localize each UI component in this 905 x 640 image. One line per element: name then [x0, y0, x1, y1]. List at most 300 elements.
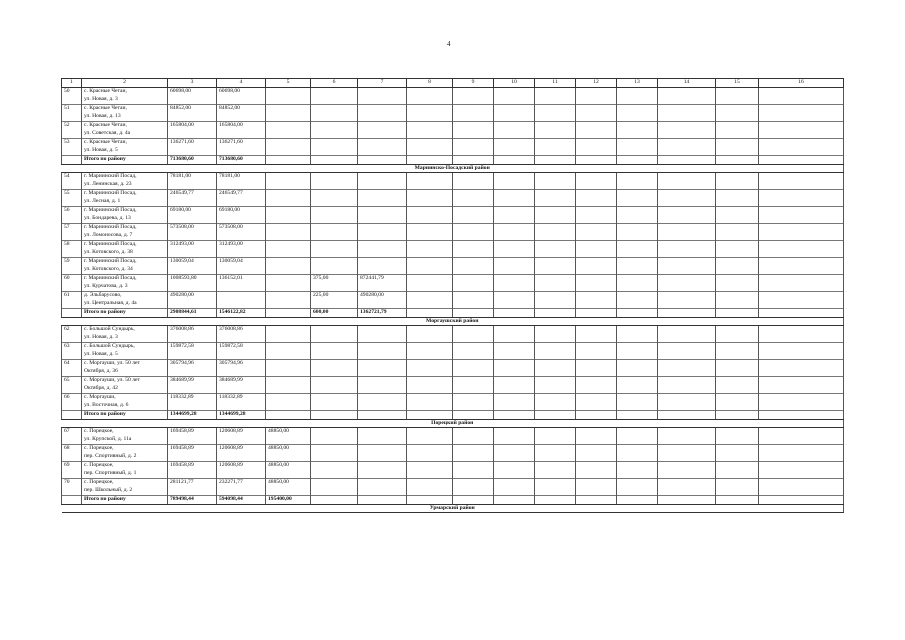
empty-cell [576, 215, 617, 224]
empty-cell [311, 266, 358, 275]
empty-cell [407, 326, 453, 335]
table-row-continued [62, 96, 844, 105]
amount-col6 [311, 207, 358, 216]
amount-total: 1008593,80 [168, 275, 217, 284]
empty-cell [576, 139, 617, 148]
amount-col4: 376008,86 [217, 326, 266, 335]
total-col6: 600,00 [311, 309, 358, 318]
amount-col7 [358, 173, 407, 182]
empty-cell [535, 147, 576, 156]
amount-col5 [266, 207, 311, 216]
empty-cell [716, 249, 759, 258]
empty-cell [407, 351, 453, 360]
empty-cell [266, 283, 311, 292]
empty-cell [407, 479, 453, 488]
empty-cell [453, 402, 494, 411]
empty-cell [576, 249, 617, 258]
empty-cell [759, 436, 844, 445]
empty-cell [716, 402, 759, 411]
empty-cell [217, 198, 266, 207]
empty-cell [535, 258, 576, 267]
empty-cell [62, 309, 82, 318]
empty-cell [759, 173, 844, 182]
empty-cell [168, 181, 217, 190]
row-number: 52 [62, 122, 82, 131]
address-line: с. Моргауши, [82, 394, 168, 403]
amount-col6 [311, 88, 358, 97]
empty-cell [494, 368, 535, 377]
empty-cell [617, 224, 658, 233]
empty-cell [407, 266, 453, 275]
table-row [62, 275, 844, 284]
amount-col7 [358, 207, 407, 216]
amount-col4: 165804,00 [217, 122, 266, 131]
empty-cell [658, 343, 716, 352]
empty-cell [217, 487, 266, 496]
empty-cell [535, 453, 576, 462]
empty-cell [658, 283, 716, 292]
amount-col6 [311, 394, 358, 403]
empty-cell [716, 232, 759, 241]
empty-cell [311, 453, 358, 462]
empty-cell [617, 470, 658, 479]
empty-cell [358, 402, 407, 411]
address-line: ул. Восточная, д. 6 [82, 402, 168, 411]
empty-cell [658, 377, 716, 386]
empty-cell [535, 96, 576, 105]
empty-cell [716, 300, 759, 309]
amount-col7 [358, 88, 407, 97]
empty-cell [266, 232, 311, 241]
amount-total: 159872,58 [168, 343, 217, 352]
empty-cell [494, 411, 535, 420]
amount-col6 [311, 326, 358, 335]
empty-cell [494, 190, 535, 199]
empty-cell [535, 326, 576, 335]
empty-cell [266, 198, 311, 207]
empty-cell [658, 436, 716, 445]
empty-cell [453, 249, 494, 258]
amount-col6: 375,00 [311, 275, 358, 284]
table-row-continued [62, 147, 844, 156]
empty-cell [576, 232, 617, 241]
empty-cell [576, 377, 617, 386]
empty-cell [617, 462, 658, 471]
empty-cell [716, 487, 759, 496]
amount-col6 [311, 190, 358, 199]
empty-cell [759, 88, 844, 97]
empty-cell [716, 368, 759, 377]
total-col4: 1344699,28 [217, 411, 266, 420]
empty-cell [358, 113, 407, 122]
amount-col4: 246549,77 [217, 190, 266, 199]
amount-col5 [266, 139, 311, 148]
amount-col5 [266, 394, 311, 403]
amount-col4: 84852,00 [217, 105, 266, 114]
empty-cell [759, 215, 844, 224]
empty-cell [617, 105, 658, 114]
empty-cell [168, 283, 217, 292]
table-row [62, 88, 844, 97]
empty-cell [453, 156, 494, 165]
empty-cell [617, 360, 658, 369]
row-number: 66 [62, 394, 82, 403]
total-col5 [266, 156, 311, 165]
empty-cell [617, 402, 658, 411]
amount-col6 [311, 258, 358, 267]
empty-cell [658, 368, 716, 377]
empty-cell [358, 232, 407, 241]
empty-cell [535, 487, 576, 496]
empty-cell [658, 487, 716, 496]
empty-cell [716, 470, 759, 479]
address-line: г. Мариинский Посад, [82, 241, 168, 250]
amount-col5 [266, 275, 311, 284]
empty-cell [494, 360, 535, 369]
table-row-continued [62, 181, 844, 190]
address-line: с. Моргауши, ул. 50 лет [82, 360, 168, 369]
total-row [62, 156, 844, 165]
amount-col4: 384689,99 [217, 377, 266, 386]
empty-cell [217, 334, 266, 343]
empty-cell [576, 445, 617, 454]
empty-cell [407, 394, 453, 403]
empty-cell [658, 147, 716, 156]
empty-cell [658, 428, 716, 437]
empty-cell [494, 377, 535, 386]
empty-cell [716, 479, 759, 488]
empty-cell [217, 402, 266, 411]
district-row [62, 505, 844, 513]
empty-cell [535, 402, 576, 411]
empty-cell [617, 394, 658, 403]
empty-cell [535, 122, 576, 131]
empty-cell [494, 436, 535, 445]
empty-cell [658, 360, 716, 369]
empty-cell [716, 147, 759, 156]
table-row [62, 292, 844, 301]
empty-cell [576, 147, 617, 156]
empty-cell [576, 113, 617, 122]
total-amount: 789498,44 [168, 496, 217, 505]
amount-total: 130059,04 [168, 258, 217, 267]
empty-cell [658, 351, 716, 360]
amount-total: 305794,96 [168, 360, 217, 369]
column-header: 14 [658, 79, 716, 88]
empty-cell [453, 300, 494, 309]
empty-cell [716, 445, 759, 454]
address-line: ул. Новая, д. 13 [82, 113, 168, 122]
empty-cell [658, 215, 716, 224]
empty-cell [658, 453, 716, 462]
empty-cell [217, 232, 266, 241]
row-number: 70 [62, 479, 82, 488]
empty-cell [658, 266, 716, 275]
table-row [62, 377, 844, 386]
empty-cell [311, 402, 358, 411]
page-number: 4 [447, 40, 451, 48]
empty-cell [494, 105, 535, 114]
empty-cell [535, 224, 576, 233]
empty-cell [535, 334, 576, 343]
row-number: 50 [62, 88, 82, 97]
empty-cell [658, 258, 716, 267]
empty-cell [494, 300, 535, 309]
amount-col5 [266, 360, 311, 369]
table-row [62, 360, 844, 369]
empty-cell [494, 479, 535, 488]
empty-cell [407, 88, 453, 97]
empty-cell [535, 130, 576, 139]
amount-total: 84852,00 [168, 105, 217, 114]
row-number: 62 [62, 326, 82, 335]
total-col4: 713680,60 [217, 156, 266, 165]
empty-cell [658, 462, 716, 471]
empty-cell [535, 215, 576, 224]
amount-total: 281121,77 [168, 479, 217, 488]
empty-cell [494, 232, 535, 241]
address-line: г. Мариинский Посад, [82, 224, 168, 233]
address-line: ул. Ленинская, д. 23 [82, 181, 168, 190]
empty-cell [453, 96, 494, 105]
row-number: 67 [62, 428, 82, 437]
empty-cell [658, 156, 716, 165]
empty-cell [453, 207, 494, 216]
amount-col4 [217, 292, 266, 301]
empty-cell [576, 334, 617, 343]
row-number: 68 [62, 445, 82, 454]
address-line: ул. Новая, д. 5 [82, 351, 168, 360]
empty-cell [658, 173, 716, 182]
empty-cell [217, 436, 266, 445]
empty-cell [358, 215, 407, 224]
empty-cell [494, 275, 535, 284]
empty-cell [407, 496, 453, 505]
empty-cell [407, 436, 453, 445]
empty-cell [453, 377, 494, 386]
amount-col5 [266, 258, 311, 267]
table-row [62, 258, 844, 267]
address-line: с. Красные Четаи, [82, 88, 168, 97]
empty-cell [576, 190, 617, 199]
empty-cell [494, 462, 535, 471]
empty-cell [535, 113, 576, 122]
empty-cell [759, 113, 844, 122]
amount-col4: 136152,01 [217, 275, 266, 284]
empty-cell [494, 224, 535, 233]
empty-cell [407, 385, 453, 394]
empty-cell [576, 122, 617, 131]
empty-cell [658, 275, 716, 284]
address-line: с. Большой Сундырь, [82, 343, 168, 352]
empty-cell [617, 377, 658, 386]
empty-cell [576, 198, 617, 207]
empty-cell [453, 258, 494, 267]
empty-cell [658, 394, 716, 403]
table-row [62, 241, 844, 250]
total-col5 [266, 309, 311, 318]
amount-col4: 159872,58 [217, 343, 266, 352]
empty-cell [407, 105, 453, 114]
empty-cell [759, 368, 844, 377]
empty-cell [617, 453, 658, 462]
empty-cell [494, 487, 535, 496]
empty-cell [576, 207, 617, 216]
table-row-continued [62, 113, 844, 122]
empty-cell [658, 309, 716, 318]
empty-cell [311, 351, 358, 360]
amount-col7: 490280,00 [358, 292, 407, 301]
empty-cell [62, 436, 82, 445]
empty-cell [62, 147, 82, 156]
empty-cell [617, 487, 658, 496]
empty-cell [453, 428, 494, 437]
empty-cell [658, 113, 716, 122]
empty-cell [759, 326, 844, 335]
empty-cell [453, 113, 494, 122]
empty-cell [62, 487, 82, 496]
empty-cell [62, 283, 82, 292]
empty-cell [494, 198, 535, 207]
amount-col4: 120608,89 [217, 462, 266, 471]
empty-cell [311, 147, 358, 156]
empty-cell [407, 292, 453, 301]
address-line: ул. Ломоносова, д. 7 [82, 232, 168, 241]
empty-cell [407, 411, 453, 420]
empty-cell [168, 113, 217, 122]
empty-cell [576, 368, 617, 377]
address-line: пер. Спортивный, д. 2 [82, 453, 168, 462]
empty-cell [266, 453, 311, 462]
empty-cell [217, 368, 266, 377]
empty-cell [759, 360, 844, 369]
empty-cell [358, 266, 407, 275]
empty-cell [62, 156, 82, 165]
amount-col4: 232271,77 [217, 479, 266, 488]
empty-cell [759, 207, 844, 216]
empty-cell [576, 402, 617, 411]
empty-cell [759, 283, 844, 292]
empty-cell [759, 130, 844, 139]
address-line: ул. Советская, д. 4а [82, 130, 168, 139]
row-number: 60 [62, 275, 82, 284]
district-name: Урмарский район [62, 505, 844, 513]
empty-cell [716, 360, 759, 369]
empty-cell [716, 343, 759, 352]
empty-cell [311, 300, 358, 309]
empty-cell [658, 300, 716, 309]
empty-cell [617, 343, 658, 352]
amount-col5 [266, 173, 311, 182]
empty-cell [266, 181, 311, 190]
empty-cell [716, 275, 759, 284]
empty-cell [494, 326, 535, 335]
row-number: 58 [62, 241, 82, 250]
amount-col5 [266, 224, 311, 233]
empty-cell [453, 351, 494, 360]
row-number: 64 [62, 360, 82, 369]
empty-cell [535, 181, 576, 190]
empty-cell [266, 113, 311, 122]
empty-cell [617, 207, 658, 216]
empty-cell [266, 300, 311, 309]
empty-cell [759, 470, 844, 479]
table-row-continued [62, 368, 844, 377]
empty-cell [617, 173, 658, 182]
table-row-continued [62, 453, 844, 462]
empty-cell [407, 215, 453, 224]
district-row [62, 420, 844, 428]
empty-cell [494, 156, 535, 165]
amount-col6 [311, 479, 358, 488]
empty-cell [453, 241, 494, 250]
empty-cell [535, 292, 576, 301]
empty-cell [168, 130, 217, 139]
empty-cell [453, 181, 494, 190]
empty-cell [494, 207, 535, 216]
empty-cell [535, 207, 576, 216]
empty-cell [494, 215, 535, 224]
empty-cell [716, 215, 759, 224]
amount-col4: 136271,60 [217, 139, 266, 148]
empty-cell [453, 470, 494, 479]
empty-cell [617, 283, 658, 292]
empty-cell [407, 258, 453, 267]
empty-cell [576, 487, 617, 496]
amount-col7 [358, 343, 407, 352]
empty-cell [576, 394, 617, 403]
empty-cell [217, 283, 266, 292]
amount-col4: 78181,00 [217, 173, 266, 182]
empty-cell [576, 173, 617, 182]
empty-cell [62, 300, 82, 309]
address-line: Октября, д. 42 [82, 385, 168, 394]
district-name: Моргаушский район [62, 318, 844, 326]
empty-cell [658, 326, 716, 335]
empty-cell [716, 113, 759, 122]
table-row [62, 462, 844, 471]
empty-cell [266, 266, 311, 275]
empty-cell [716, 385, 759, 394]
table-row [62, 173, 844, 182]
empty-cell [716, 326, 759, 335]
empty-cell [453, 309, 494, 318]
address-line: г. Мариинский Посад, [82, 190, 168, 199]
empty-cell [535, 479, 576, 488]
empty-cell [358, 487, 407, 496]
column-header: 4 [217, 79, 266, 88]
amount-col5: 48850,00 [266, 445, 311, 454]
empty-cell [407, 428, 453, 437]
empty-cell [658, 241, 716, 250]
address-line: Октября, д. 36 [82, 368, 168, 377]
empty-cell [62, 130, 82, 139]
total-col7: 1362721,79 [358, 309, 407, 318]
empty-cell [535, 462, 576, 471]
empty-cell [358, 334, 407, 343]
empty-cell [453, 496, 494, 505]
empty-cell [617, 334, 658, 343]
empty-cell [266, 351, 311, 360]
empty-cell [168, 215, 217, 224]
amount-col7 [358, 377, 407, 386]
empty-cell [716, 88, 759, 97]
empty-cell [716, 496, 759, 505]
empty-cell [535, 198, 576, 207]
empty-cell [407, 156, 453, 165]
amount-total: 384689,99 [168, 377, 217, 386]
empty-cell [168, 232, 217, 241]
